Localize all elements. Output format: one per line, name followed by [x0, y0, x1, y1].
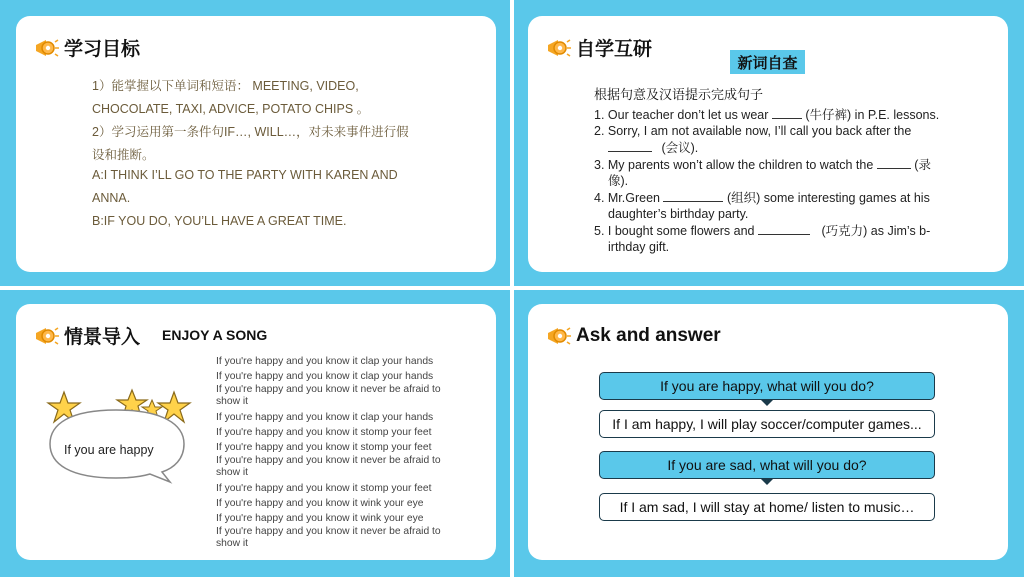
exercise-item: 3. My parents won’t allow the children to watch the (录 像). [594, 158, 931, 188]
song-subtitle: ENJOY A SONG [162, 327, 268, 343]
lyric-line: If you're happy and you know it clap your hands [216, 356, 434, 367]
lyric-line: If you're happy and you know it never be afraid to show it [216, 384, 441, 407]
title-row [544, 324, 721, 348]
goal-line: B:IF YOU DO, YOU’LL HAVE A GREAT TIME. [92, 214, 347, 228]
slide-title: Ask and answer [576, 325, 721, 346]
title-row [32, 34, 140, 61]
answer-box: If I am sad, I will stay at home/ listen to music… [599, 493, 935, 521]
answer-blank[interactable] [877, 156, 911, 169]
lyric-line: If you're happy and you know it never be afraid to show it [216, 455, 441, 478]
slide-title: 自学互研 [576, 39, 653, 60]
question-box: If you are happy, what will you do? [599, 372, 935, 400]
exercise-item: 4. Mr.Green (组织) some interesting games at his daughter’s birthday party. [594, 191, 930, 221]
megaphone-icon [32, 36, 60, 60]
title-row [544, 34, 652, 61]
title-row [32, 322, 140, 349]
lyric-line: If you're happy and you know it never be afraid to show it [216, 526, 441, 549]
goal-line: ANNA. [92, 191, 131, 205]
bubble-text: If you are happy [64, 443, 154, 457]
slide-title: 情景导入 [64, 327, 141, 348]
exercise-item: 1. Our teacher don’t let us wear (牛仔裤) in P.E. lessons. [594, 108, 940, 122]
megaphone-icon [32, 324, 60, 348]
lyric-line: If you're happy and you know it wink your eye [216, 513, 424, 524]
megaphone-icon [544, 36, 572, 60]
lyric-line: If you're happy and you know it clap your hands [216, 412, 434, 423]
exercise-item: 2. Sorry, I am not available now, I’ll call you back after the (会议). [594, 124, 912, 155]
lyric-line: If you're happy and you know it stomp your feet [216, 427, 432, 438]
exercise-item: 5. I bought some flowers and (巧克力) as Jim’s b- irthday gift. [594, 224, 931, 254]
answer-blank[interactable] [772, 106, 802, 119]
question-box: If you are sad, what will you do? [599, 451, 935, 479]
lyric-line: If you're happy and you know it clap your hands [216, 371, 434, 382]
slide-learning-goals[interactable] [0, 0, 510, 286]
goal-line: 2）学习运用第一条件句IF…, WILL…，对未来事件进行假 [92, 125, 409, 139]
goal-line: 1）能掌握以下单词和短语： MEETING, VIDEO, [92, 79, 359, 93]
lyric-line: If you're happy and you know it stomp your feet [216, 483, 432, 494]
instruction: 根据句意及汉语提示完成句子 [594, 87, 764, 102]
goal-line: CHOCOLATE, TAXI, ADVICE, POTATO CHIPS 。 [92, 102, 370, 116]
slide-title: 学习目标 [64, 39, 141, 60]
megaphone-icon [544, 324, 572, 348]
goal-line: A:I THINK I’LL GO TO THE PARTY WITH KAREN AND [92, 168, 398, 182]
answer-blank[interactable] [663, 189, 723, 202]
answer-blank[interactable] [758, 222, 810, 235]
lyric-line: If you're happy and you know it wink your eye [216, 498, 424, 509]
lyric-line: If you're happy and you know it stomp your feet [216, 442, 432, 453]
goal-line: 设和推断。 [92, 148, 155, 162]
answer-box: If I am happy, I will play soccer/computer games... [599, 410, 935, 438]
new-words-badge: 新词自查 [730, 50, 805, 74]
answer-blank[interactable] [608, 139, 652, 152]
